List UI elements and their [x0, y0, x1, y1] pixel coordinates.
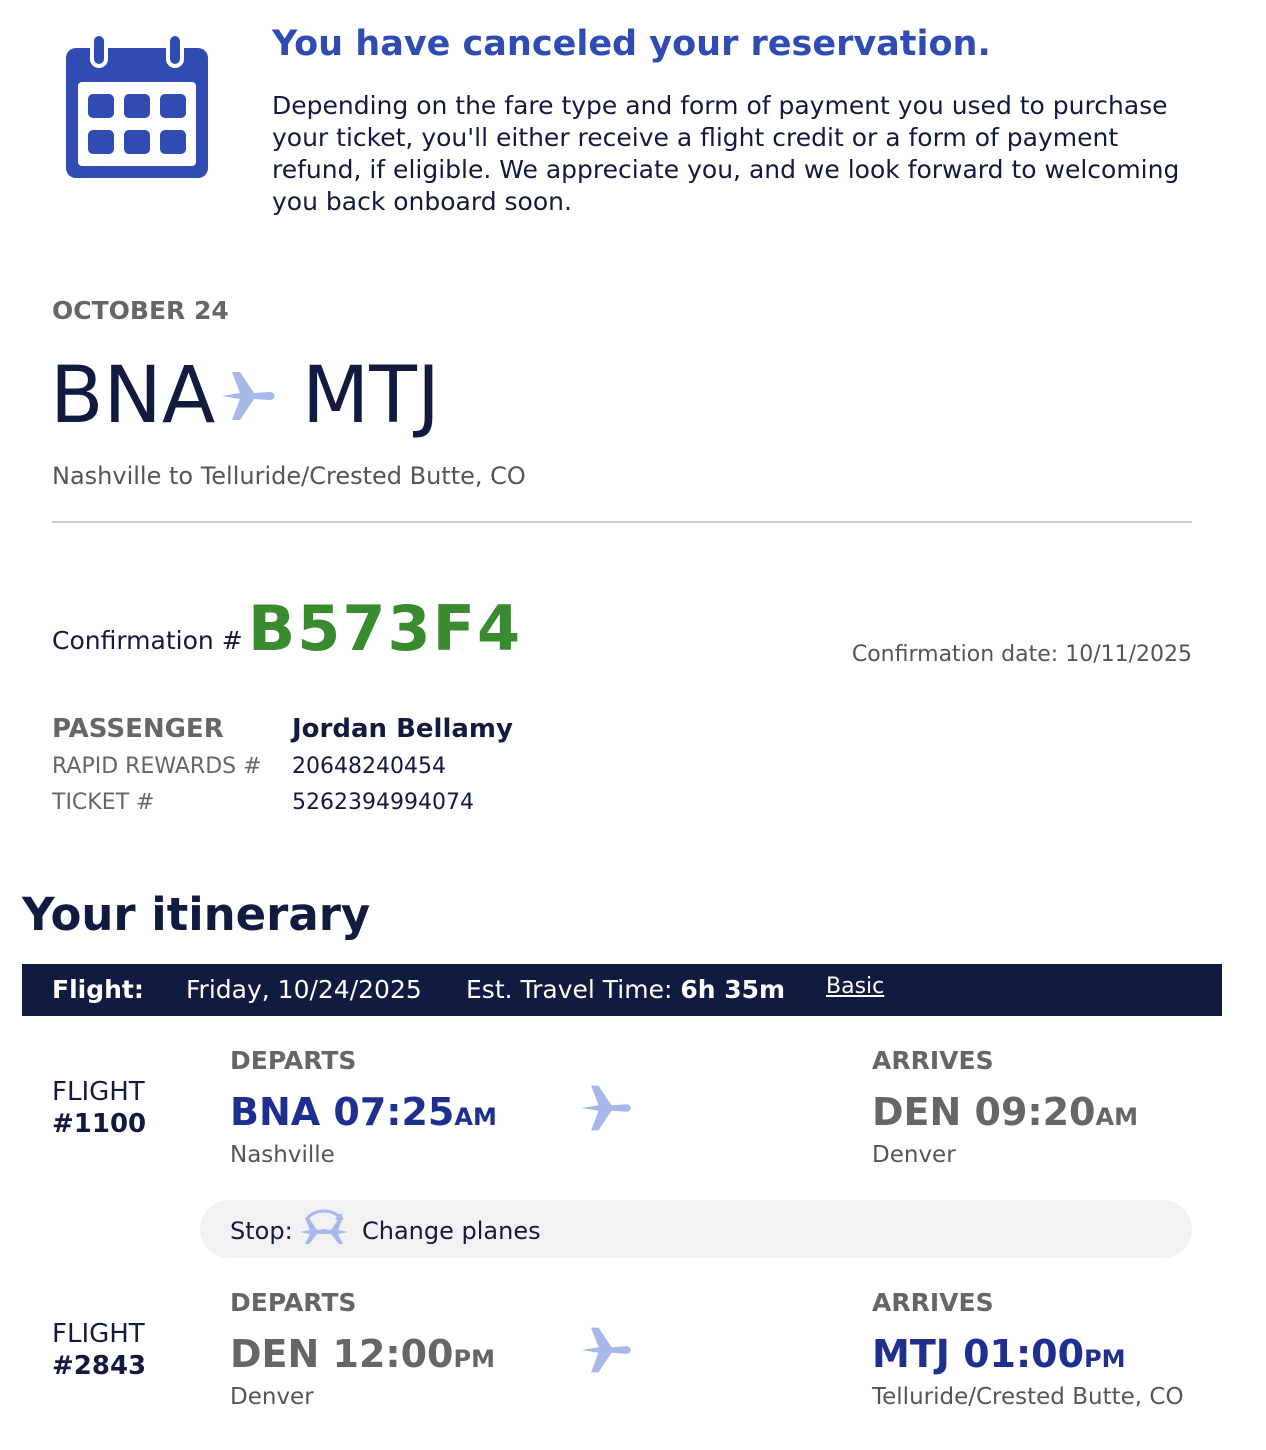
depart-code-time: DEN 12:00 [230, 1332, 454, 1376]
bar-travel-time [466, 975, 785, 1004]
arrive-ampm: AM [1095, 1103, 1138, 1131]
ticket-label: TICKET # [52, 790, 155, 815]
flight-label [52, 1318, 146, 1382]
arrive-code-time: DEN 09:20 [872, 1090, 1096, 1134]
stop-info [200, 1200, 1192, 1258]
airplane-icon [218, 366, 278, 426]
arrive-code-time: MTJ 01:00 [872, 1332, 1085, 1376]
divider [52, 521, 1192, 523]
itinerary-bar [22, 964, 1222, 1016]
depart-code-time: BNA 07:25 [230, 1090, 455, 1134]
arrives-label: ARRIVES [872, 1288, 994, 1317]
confirmation-date: Confirmation date: 10/11/2025 [851, 642, 1192, 667]
itinerary-title: Your itinerary [22, 888, 371, 941]
calendar-icon [64, 34, 210, 180]
flight-number: #1100 [52, 1109, 147, 1139]
arrive-city: Denver [872, 1142, 956, 1168]
depart-time [230, 1332, 495, 1376]
flight-label [52, 1076, 146, 1140]
origin-code: BNA [50, 351, 216, 441]
rapid-rewards-number: 20648240454 [292, 754, 446, 779]
travel-time-label: Est. Travel Time: [466, 975, 673, 1004]
departs-label: DEPARTS [230, 1288, 357, 1317]
airplane-icon [578, 1080, 634, 1136]
passenger-name: Jordan Bellamy [292, 714, 513, 744]
depart-time [230, 1090, 497, 1134]
flight-label-text: FLIGHT [52, 1077, 145, 1107]
page-title: You have canceled your reservation. [272, 24, 991, 64]
depart-ampm: AM [454, 1103, 497, 1131]
flight-label-text: FLIGHT [52, 1319, 145, 1349]
depart-city: Nashville [230, 1142, 335, 1168]
arrive-city: Telluride/Crested Butte, CO [872, 1384, 1184, 1410]
depart-ampm: PM [453, 1345, 495, 1373]
stop-label: Stop: [230, 1217, 293, 1245]
arrive-time [872, 1332, 1126, 1376]
arrives-label: ARRIVES [872, 1046, 994, 1075]
departs-label: DEPARTS [230, 1046, 357, 1075]
confirmation-label: Confirmation # [52, 626, 243, 655]
ticket-number: 5262394994074 [292, 790, 474, 815]
stop-text: Change planes [362, 1217, 541, 1245]
arrive-ampm: PM [1084, 1345, 1126, 1373]
confirmation-code: B573F4 [248, 592, 523, 665]
rapid-rewards-label: RAPID REWARDS # [52, 754, 262, 779]
change-planes-icon [298, 1206, 350, 1246]
bar-flight-label: Flight: [52, 975, 144, 1004]
depart-city: Denver [230, 1384, 314, 1410]
passenger-label: PASSENGER [52, 714, 224, 744]
travel-time-value: 6h 35m [680, 975, 786, 1004]
fare-type-link[interactable]: Basic [826, 974, 885, 999]
airplane-icon [578, 1322, 634, 1378]
trip-date: OCTOBER 24 [52, 296, 229, 325]
arrive-time [872, 1090, 1138, 1134]
bar-flight-date: Friday, 10/24/2025 [186, 975, 422, 1004]
flight-number: #2843 [52, 1351, 147, 1381]
cancellation-message: Depending on the fare type and form of payment you used to purchase your ticket, you'll either receive a flight credit or a form of payment refund, if eligible. We appreciate you, and we look forward to welcoming you back onboard soon. [272, 91, 1180, 216]
route-names: Nashville to Telluride/Crested Butte, CO [52, 462, 526, 490]
destination-code: MTJ [302, 351, 440, 441]
